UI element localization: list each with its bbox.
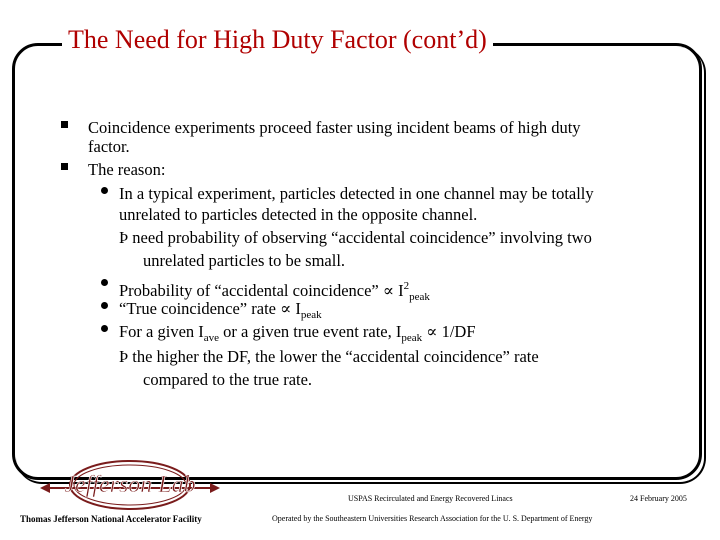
sub-bullet-4-sub-peak: peak xyxy=(401,332,423,344)
sub-bullet-2-sub: peak xyxy=(409,291,430,303)
bullet-2: The reason: xyxy=(88,160,166,179)
sub-bullet-4 xyxy=(119,322,476,348)
bullet-1-line-2: factor. xyxy=(88,137,130,156)
round-bullet-icon xyxy=(101,302,108,309)
sub-bullet-1-line-2: unrelated to particles detected in the opposite channel. xyxy=(119,205,478,224)
sub-bullet-2-text: Probability of “accidental coincidence” ∝ I xyxy=(119,281,404,300)
round-bullet-icon xyxy=(101,187,108,194)
jefferson-lab-logo xyxy=(40,455,220,515)
sub-bullet-4-part-b: or a given true event rate, I xyxy=(219,322,402,341)
logo-arrow-left-icon xyxy=(40,483,50,493)
round-bullet-icon xyxy=(101,279,108,286)
square-bullet-icon xyxy=(61,163,68,170)
logo-text: Jefferson Lab xyxy=(64,472,196,498)
sub-bullet-4-sub-ave: ave xyxy=(203,332,220,344)
sub-bullet-1-line-4: unrelated particles to be small. xyxy=(143,251,346,270)
sub-bullet-2-sup: 2 xyxy=(403,280,410,292)
round-bullet-icon xyxy=(101,325,108,332)
sub-bullet-3-sub: peak xyxy=(300,309,322,321)
sub-bullet-4-part-c: ∝ 1/DF xyxy=(422,322,476,341)
footer-lab-name: Thomas Jefferson National Accelerator Facility xyxy=(20,514,202,524)
sub-bullet-1-line-3: Þ need probability of observing “accidental coincidence” involving two xyxy=(119,228,592,247)
footer-date: 24 February 2005 xyxy=(630,494,687,503)
sub-bullet-4-line-2: Þ the higher the DF, the lower the “accidental coincidence” rate xyxy=(119,347,539,366)
footer-operator: Operated by the Southeastern Universities Research Association for the U. S. Department of Energy xyxy=(272,514,593,523)
sub-bullet-3-text: “True coincidence” rate ∝ I xyxy=(119,299,301,318)
square-bullet-icon xyxy=(61,121,68,128)
footer-course: USPAS Recirculated and Energy Recovered Linacs xyxy=(348,494,513,503)
sub-bullet-1-line-1: In a typical experiment, particles detected in one channel may be totally xyxy=(119,184,594,203)
slide-title: The Need for High Duty Factor (cont’d) xyxy=(62,25,493,55)
bullet-1-line-1: Coincidence experiments proceed faster using incident beams of high duty xyxy=(88,118,581,137)
sub-bullet-4-part-a: For a given I xyxy=(119,322,204,341)
logo-arrow-right-icon xyxy=(210,483,220,493)
sub-bullet-4-line-3: compared to the true rate. xyxy=(143,370,313,389)
